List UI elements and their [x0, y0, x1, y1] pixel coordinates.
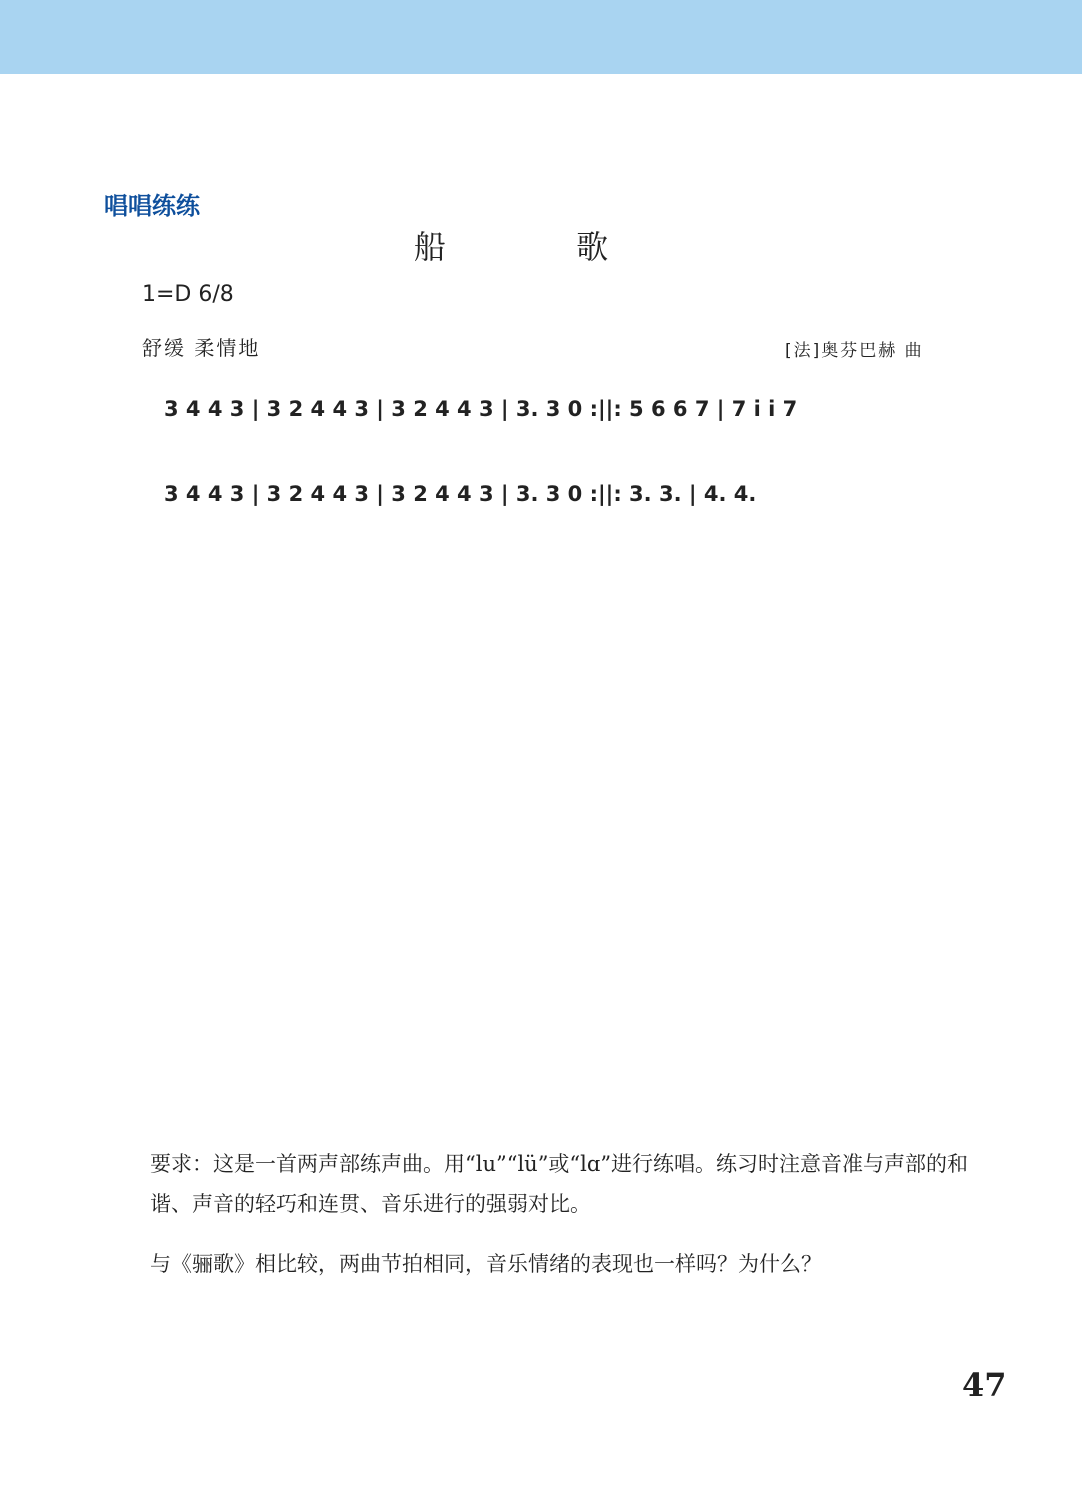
score-voice-1: 3 4 4 3 | 3 2 4 4 3 | 3 2 4 4 3 | 3. 3 0 :||: 5 6 6 7 | 7 i i 7: [164, 397, 798, 421]
tempo-marking: 舒缓 柔情地: [142, 336, 261, 360]
composer-credit: [法]奥芬巴赫 曲: [785, 341, 924, 361]
top-band: [0, 0, 1082, 74]
requirement-text: 要求：这是一首两声部练声曲。用“lu”“lü”或“lɑ”进行练唱。练习时注意音准与声部的和谐、声音的轻巧和连贯、音乐进行的强弱对比。: [150, 1152, 969, 1216]
section-heading: 唱唱练练: [104, 192, 200, 220]
question-text: 与《骊歌》相比较，两曲节拍相同，音乐情绪的表现也一样吗？为什么？: [150, 1252, 822, 1276]
key-signature: 1=D 6/8: [142, 282, 234, 307]
song-title: 船 歌: [413, 228, 669, 266]
page-number: 47: [962, 1366, 1007, 1404]
score-voice-2: 3 4 4 3 | 3 2 4 4 3 | 3 2 4 4 3 | 3. 3 0 :||: 3. 3. | 4. 4.: [164, 482, 757, 506]
